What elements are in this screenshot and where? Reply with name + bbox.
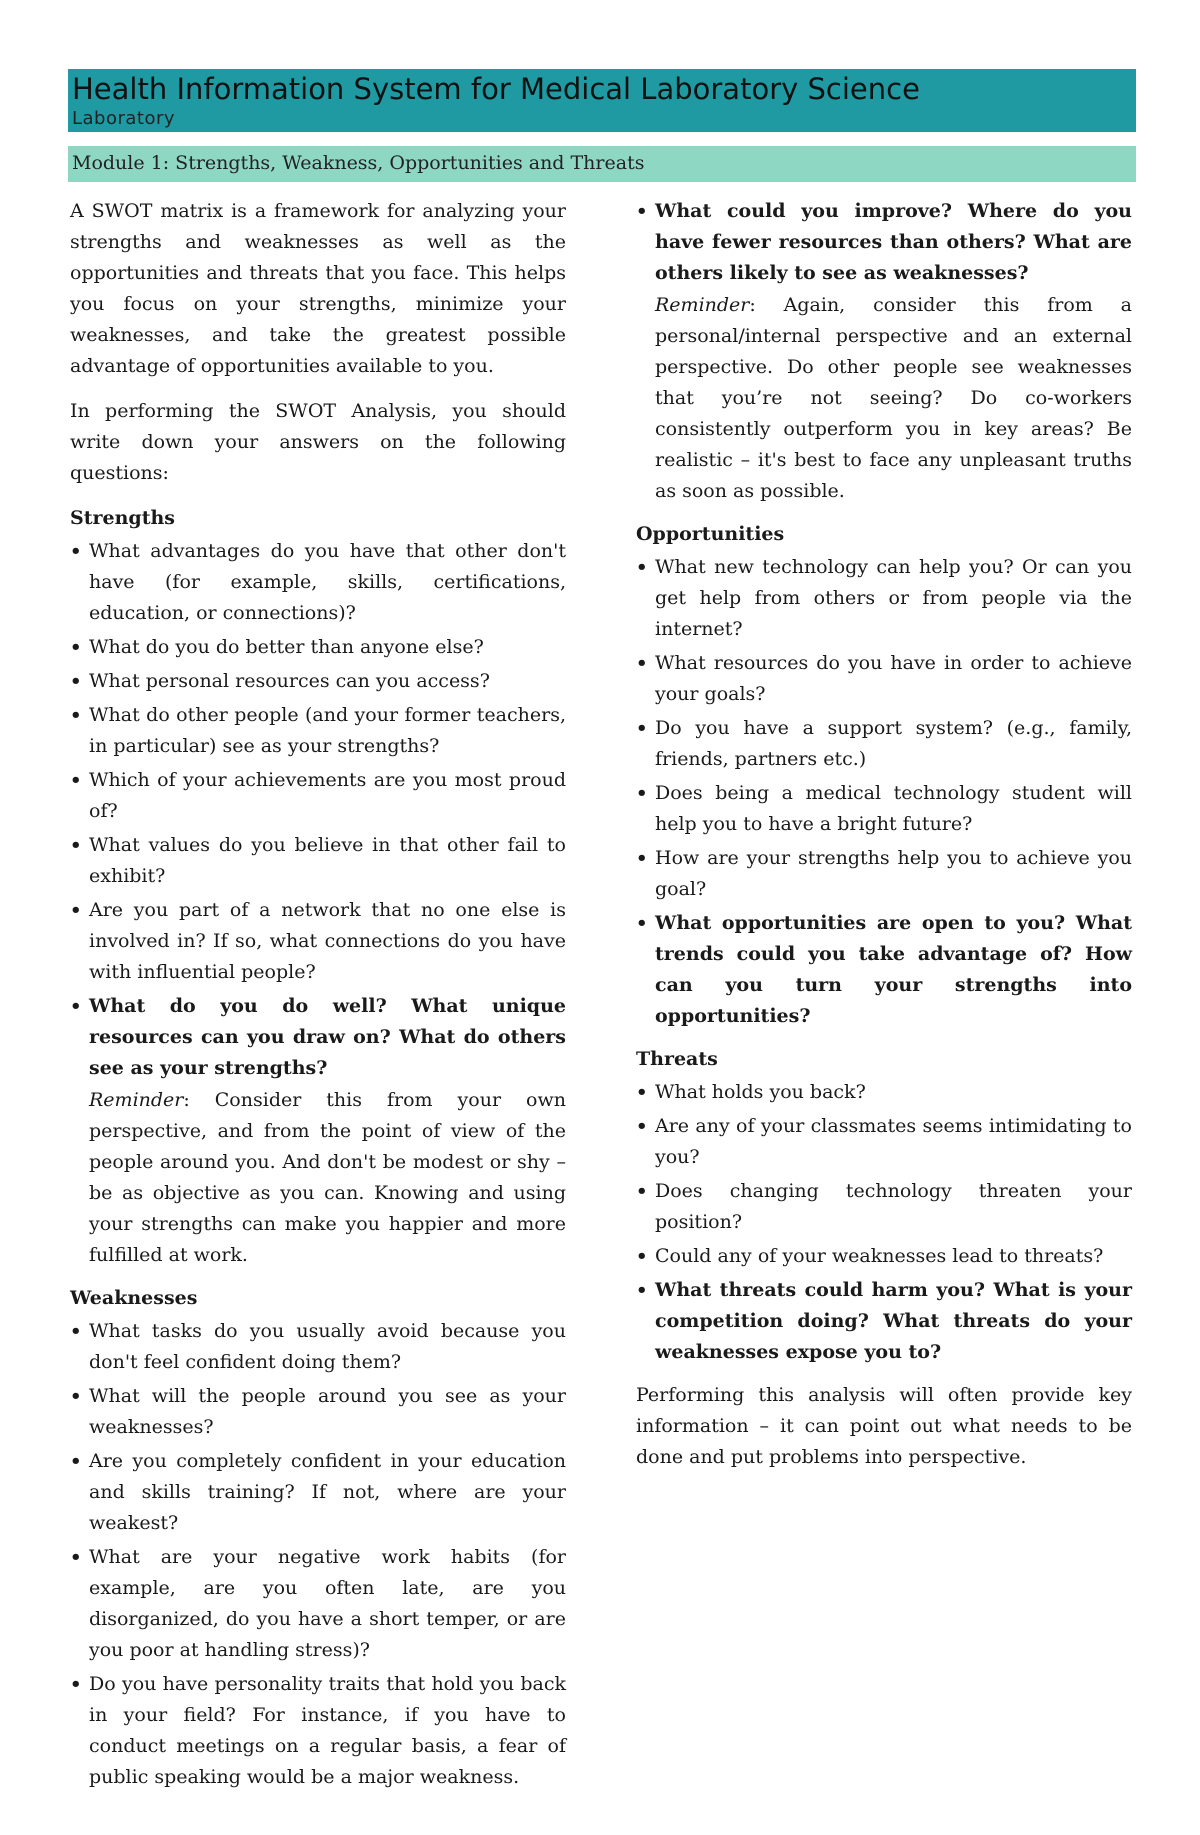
bullet-icon: •: [70, 1674, 82, 1695]
strengths-reminder: [89, 1085, 566, 1271]
list-item-key-question: • What opportunities are open to you? What trends could you take advantage of? How can you turn your strengths into opportunities?: [636, 908, 1132, 1032]
list-item: • What tasks do you usually avoid because you don't feel confident doing them?: [70, 1316, 566, 1378]
bullet-icon: •: [636, 201, 648, 222]
list-item: • What personal resources can you access?: [70, 666, 566, 697]
strengths-heading: Strengths: [70, 507, 175, 529]
bullet-icon: •: [70, 705, 82, 726]
list-item: • How are your strengths help you to achieve you goal?: [636, 843, 1132, 905]
threats-list: [636, 1077, 1132, 1368]
list-item: • What resources do you have in order to achieve your goals?: [636, 648, 1132, 710]
list-item: • What do other people (and your former teachers, in particular) see as your strengths?: [70, 700, 566, 762]
bullet-icon: •: [70, 1386, 82, 1407]
list-item: • Does changing technology threaten your position?: [636, 1176, 1132, 1238]
list-item: • Could any of your weaknesses lead to threats?: [636, 1241, 1132, 1272]
bullet-icon: •: [636, 783, 648, 804]
title-bar: [68, 69, 1136, 132]
list-item: • What holds you back?: [636, 1077, 1132, 1108]
bullet-icon: •: [636, 718, 648, 739]
document-title: Health Information System for Medical Laboratory Science: [72, 72, 920, 106]
bullet-icon: •: [70, 637, 82, 658]
bullet-icon: •: [636, 848, 648, 869]
weaknesses-heading: Weaknesses: [70, 1287, 198, 1309]
reminder-text: : Again, consider this from a personal/internal perspective and an external perspective. Do other people see weaknesses that you’re not seeing? Do co-workers consistently outperform you in key areas? Be realistic – it's best to face any unpleasant truths as soon as possible.: [655, 294, 1132, 502]
list-item: • Do you have a support system? (e.g., family, friends, partners etc.): [636, 713, 1132, 775]
bullet-icon: •: [70, 1547, 82, 1568]
instruction-paragraph: In performing the SWOT Analysis, you should write down your answers on the following questions:: [70, 400, 566, 484]
list-item: • Are you part of a network that no one else is involved in? If so, what connections do you have with influential people?: [70, 895, 566, 988]
bullet-icon: •: [636, 1246, 648, 1267]
list-item-key-question: • What do you do well? What unique resources can you draw on? What do others see as your strengths? Reminder: Consider this from your own perspective, and from the point of view of the people around you. And don't be modest or shy – be as objective as you can. Knowing and using your strengths can make you happier and more fulfilled at work.: [70, 991, 566, 1271]
weaknesses-list-continued: [636, 196, 1132, 507]
opportunities-list: [636, 552, 1132, 1032]
list-item: • What values do you believe in that other fail to exhibit?: [70, 830, 566, 892]
reminder-text: : Consider this from your own perspective, and from the point of view of the people around you. And don't be modest or shy – be as objective as you can. Knowing and using your strengths can make you happier and more fulfilled at work.: [89, 1089, 566, 1266]
list-item: • What are your negative work habits (for example, are you often late, are you disorganized, do you have a short temper, or are you poor at handling stress)?: [70, 1542, 566, 1666]
list-item: • Which of your achievements are you most proud of?: [70, 765, 566, 827]
bullet-icon: •: [70, 541, 82, 562]
bullet-icon: •: [636, 1280, 648, 1301]
closing-paragraph: Performing this analysis will often provide key information – it can point out what needs to be done and put problems into perspective.: [636, 1384, 1132, 1468]
bullet-icon: •: [636, 1116, 648, 1137]
list-item: • Does being a medical technology student will help you to have a bright future?: [636, 778, 1132, 840]
bullet-icon: •: [70, 835, 82, 856]
list-item-key-question: • What threats could harm you? What is your competition doing? What threats do your weaknesses expose you to?: [636, 1275, 1132, 1368]
module-title: Module 1: Strengths, Weakness, Opportunities and Threats: [72, 152, 645, 174]
bullet-icon: •: [70, 1321, 82, 1342]
module-bar: [68, 146, 1136, 182]
reminder-label: Reminder: [89, 1089, 184, 1111]
list-item: • What do you do better than anyone else?: [70, 632, 566, 663]
list-item-key-question: • What could you improve? Where do you have fewer resources than others? What are others likely to see as weaknesses? Reminder: Again, consider this from a personal/internal perspective and an external perspective. Do other people see weaknesses that you’re not seeing? Do co-workers consistently outperform you in key areas? Be realistic – it's best to face any unpleasant truths as soon as possible.: [636, 196, 1132, 507]
list-item: • Do you have personality traits that hold you back in your field? For instance, if you have to conduct meetings on a regular basis, a fear of public speaking would be a major weakness.: [70, 1669, 566, 1793]
right-column: [636, 196, 1132, 1487]
list-item: • What advantages do you have that other don't have (for example, skills, certifications, education, or connections)?: [70, 536, 566, 629]
bullet-icon: •: [70, 770, 82, 791]
bullet-icon: •: [70, 671, 82, 692]
list-item: • Are any of your classmates seems intimidating to you?: [636, 1111, 1132, 1173]
reminder-label: Reminder: [655, 294, 750, 316]
opportunities-heading: Opportunities: [636, 523, 785, 545]
bullet-icon: •: [70, 996, 82, 1017]
list-item: • Are you completely confident in your education and skills training? If not, where are your weakest?: [70, 1446, 566, 1539]
bullet-icon: •: [636, 1181, 648, 1202]
bullet-icon: •: [70, 1451, 82, 1472]
bullet-icon: •: [636, 913, 648, 934]
threats-heading: Threats: [636, 1048, 718, 1070]
left-column: [70, 196, 566, 1805]
bullet-icon: •: [70, 900, 82, 921]
document-subtitle: Laboratory: [72, 108, 176, 129]
bullet-icon: •: [636, 1082, 648, 1103]
bullet-icon: •: [636, 557, 648, 578]
weaknesses-list: [70, 1316, 566, 1793]
intro-paragraph: A SWOT matrix is a framework for analyzing your strengths and weaknesses as well as the opportunities and threats that you face. This helps you focus on your strengths, minimize your weaknesses, and take the greatest possible advantage of opportunities available to you.: [70, 200, 566, 377]
weaknesses-reminder: [655, 290, 1132, 507]
bullet-icon: •: [636, 653, 648, 674]
strengths-list: [70, 536, 566, 1271]
list-item: • What will the people around you see as your weaknesses?: [70, 1381, 566, 1443]
list-item: • What new technology can help you? Or can you get help from others or from people via the internet?: [636, 552, 1132, 645]
